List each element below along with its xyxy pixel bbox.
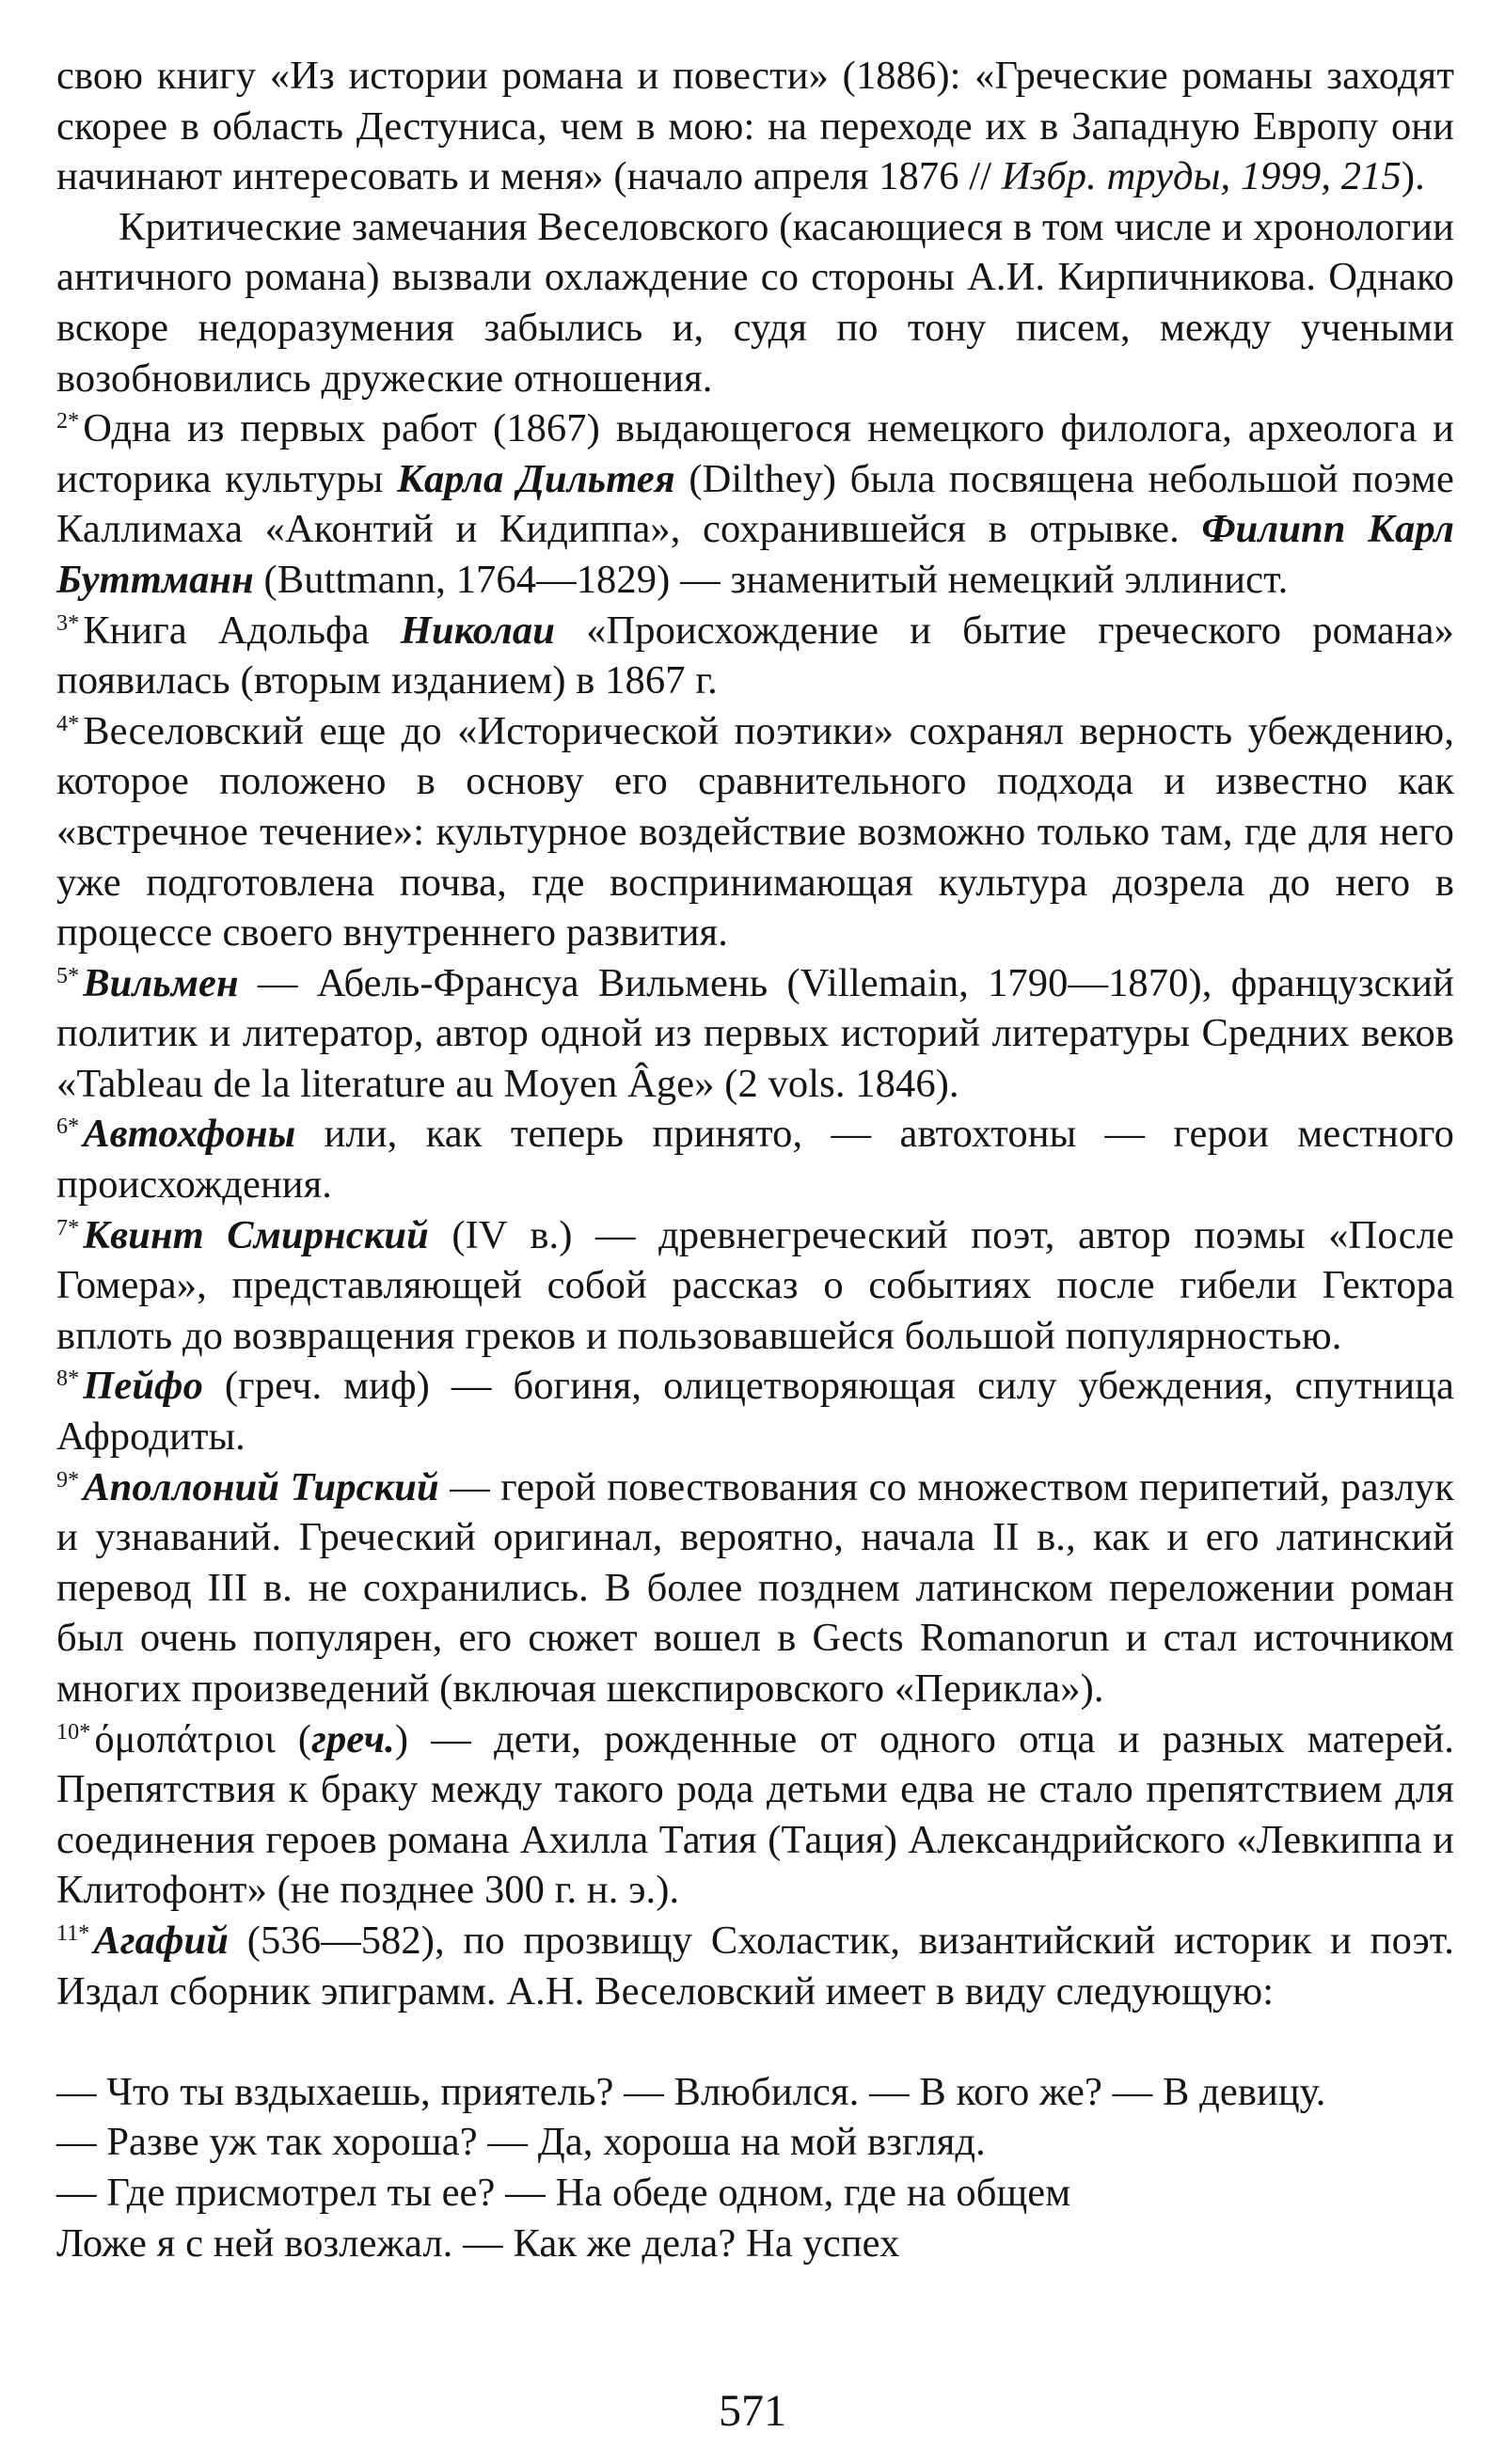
footnote-marker: 7* <box>56 1215 80 1240</box>
intro-tail: ). <box>1401 154 1425 199</box>
footnote-text: Одна из первых работ (1867) выдающегося немецкого филолога, археолога и историка культуры <box>56 406 1454 501</box>
footnote-text: (536—582), по прозвищу Схоластик, византийский историк и поэт. Издал сборник эпиграмм. А.Н. Веселовский имеет в виду следующую: <box>56 1918 1454 2014</box>
footnote-item <box>56 1210 1454 1362</box>
footnote-italic: Квинт Смирнский <box>83 1212 429 1257</box>
footnote-text: (Buttmann, 1764—1829) — знаменитый немецкий эллинист. <box>253 557 1289 602</box>
footnote-italic: греч. <box>311 1716 395 1761</box>
paragraph-2: Критические замечания Веселовского (касающиеся в том числе и хронологии античного романа) вызвали охлаждение со стороны А.И. Кирпичникова. Однако вскоре недоразумения забылись и, судя по тону писем, между учеными возобновились дружеские отношения. <box>56 204 1454 401</box>
footnote-marker: 11* <box>56 1920 90 1946</box>
footnote-item <box>56 1109 1454 1209</box>
footnote-text: — герой повествования со множеством перипетий, разлук и узнаваний. Греческий оригинал, вероятно, начала II в., как и его латинский перевод III в. не сохранились. В более позднем латинском переложении роман был очень популярен, его сюжет вошел в Gects Romanorun и стал источником многих произведений (включая шекспировского «Перикла»). <box>56 1464 1455 1711</box>
poem-line: — Что ты вздыхаешь, приятель? — Влюбился. — В кого же? — В девицу. <box>56 2069 1326 2114</box>
footnote-item <box>56 1916 1454 2016</box>
footnote-italic: Вильмен <box>83 960 239 1005</box>
footnote-italic: Агафий <box>93 1918 230 1963</box>
footnote-italic: Карла Дильтея <box>397 456 675 501</box>
footnotes <box>56 403 1454 2016</box>
footnote-text: Веселовский еще до «Исторической поэтики» сохранял верность убеждению, которое положено в основу его сравнительного подхода и известно как «встречное течение»: культурное воздействие возможно только там, где для него уже подготовлена почва, где воспринимающая культура дозрела до него в процессе своего внутреннего развития. <box>56 708 1454 956</box>
footnote-item <box>56 403 1454 605</box>
footnote-text: или, как теперь принято, — автохтоны — герои местного происхождения. <box>56 1112 1454 1208</box>
poem-line: — Где присмотрел ты ее? — На обеде одном, где на общем <box>56 2170 1071 2215</box>
footnote-marker: 10* <box>56 1719 91 1745</box>
footnote-item <box>56 1361 1454 1461</box>
footnote-text: (Dilthey) была посвящена небольшой поэме Каллимаха «Аконтий и Кидиппа», сохранившейся в отрывке. <box>56 456 1454 552</box>
intro-paragraph <box>56 51 1454 202</box>
footnote-italic: Аполлоний Тирский <box>83 1464 439 1509</box>
footnote-marker: 3* <box>56 610 80 636</box>
poem-line: Ложе я с ней возлежал. — Как же дела? На успех <box>56 2220 900 2266</box>
footnote-marker: 4* <box>56 711 80 736</box>
poem <box>56 2067 1454 2268</box>
intro-reference: Избр. труды, 1999, 215 <box>1001 154 1402 199</box>
poem-line: — Разве уж так хороша? — Да, хороша на мой взгляд. <box>56 2120 986 2165</box>
footnote-marker: 8* <box>56 1366 80 1392</box>
footnote-italic: Автохфоны <box>83 1112 296 1157</box>
footnote-text: (греч. миф) — богиня, олицетворяющая силу убеждения, спутница Афродиты. <box>56 1364 1454 1460</box>
page-number: 571 <box>719 2386 786 2436</box>
footnote-marker: 9* <box>56 1467 80 1493</box>
footnote-text: όμοπάτριοι ( <box>94 1716 312 1761</box>
footnote-italic: Николаи <box>400 608 556 653</box>
footnote-text: (IV в.) — древнегреческий поэт, автор поэмы «После Гомера», представляющей собой рассказ о событиях после гибели Гектора вплоть до возвращения греков и пользовавшейся большой популярностью. <box>56 1212 1454 1358</box>
footnote-text: ) — дети, рожденные от одного отца и разных матерей. Препятствия к браку между такого рода детьми едва не стало препятствием для соединения героев романа Ахилла Татия (Тация) Александрийского «Левкиппа и Клитофонт» (не позднее 300 г. н. э.). <box>56 1716 1454 1913</box>
footnote-text: Книга Адольфа <box>83 608 401 653</box>
footnote-marker: 2* <box>56 409 80 434</box>
footnote-item <box>56 958 1454 1110</box>
footnote-italic: Пейфо <box>83 1364 203 1409</box>
intro-text: свою книгу «Из истории романа и повести» (1886): «Греческие романы заходят скорее в область Дестуниса, чем в мою: на переходе их в Западную Европу они начинают интересовать и меня» (начало апреля 1876 // <box>56 54 1454 199</box>
footnote-text: «Происхождение и бытие греческого романа» появилась (вторым изданием) в 1867 г. <box>56 608 1454 703</box>
footnote-item <box>56 1462 1454 1714</box>
footnote-item <box>56 606 1454 706</box>
page-body <box>56 51 1454 2268</box>
footnote-item <box>56 706 1454 958</box>
footnote-marker: 6* <box>56 1114 80 1140</box>
footnote-marker: 5* <box>56 963 80 988</box>
footnote-italic: Филипп Карл Буттманн <box>56 507 1454 602</box>
footnote-item <box>56 1714 1454 1916</box>
footnote-text: — Абель-Франсуа Вильмень (Villemain, 1790—1870), французский политик и литератор, автор одной из первых историй литературы Средних веков «Tableau de la literature au Moyen Âge» (2 vols. 1846). <box>56 960 1454 1106</box>
